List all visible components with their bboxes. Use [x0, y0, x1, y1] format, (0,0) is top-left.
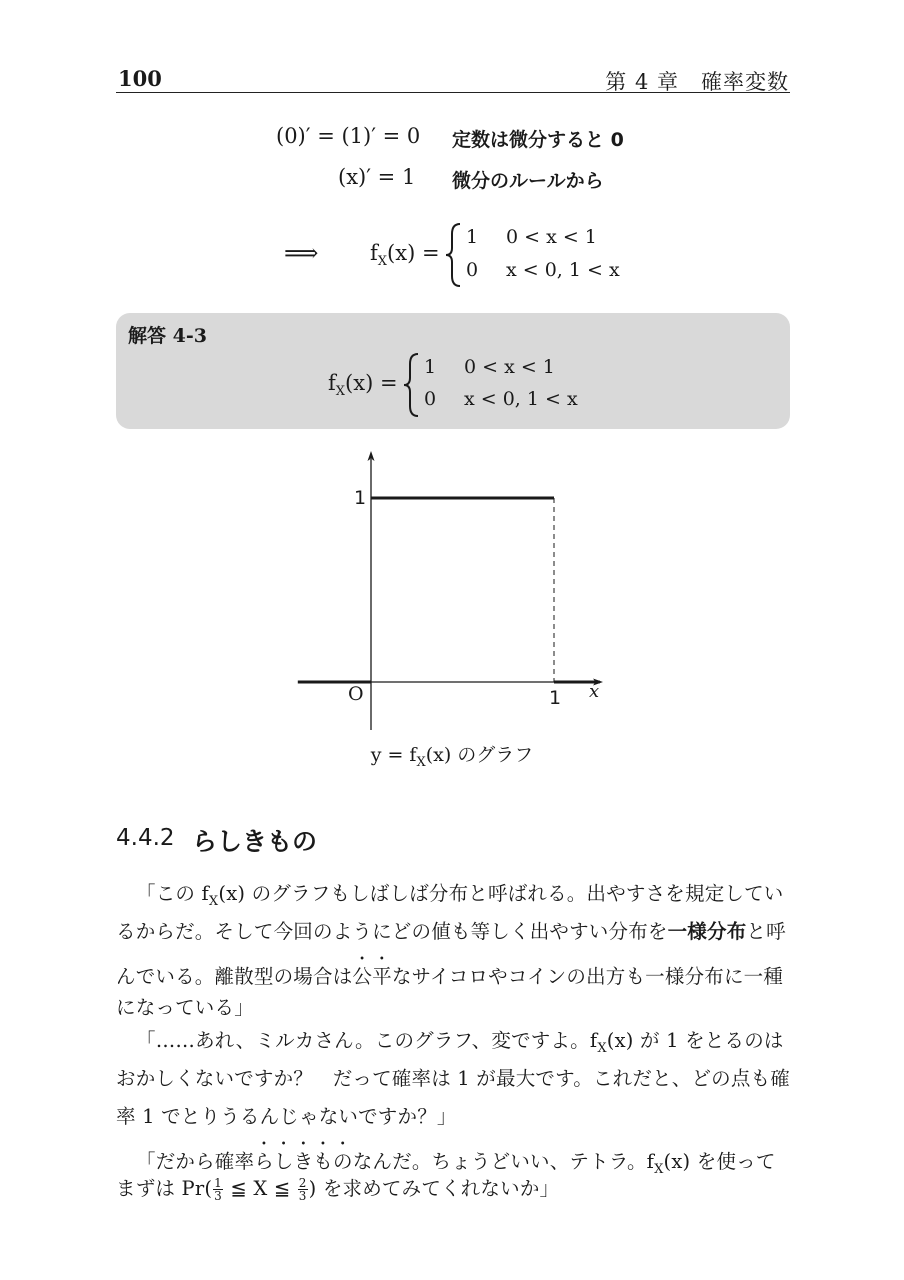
case-1-value: 1 — [466, 226, 479, 248]
equation-1-math: (0)′ = (1)′ = 0 — [276, 124, 421, 148]
equation-row-1 — [276, 124, 420, 148]
paragraph-2-line-3: 率 1 でとりうるんじゃないですか？」 — [116, 1105, 457, 1128]
case-1-condition: 0 < x < 1 — [506, 226, 597, 248]
paragraph-2-line-1: 「……あれ、ミルカさん。このグラフ、変ですよ。$f_X(x)$ が 1 をとるのは — [136, 1029, 784, 1056]
answer-case-2-value: 0 — [424, 388, 437, 410]
paragraph-3-line-1: 「だから確率らしきものなんだ。ちょうどいい、テトラ。$f_X(x)$ を使って — [136, 1150, 776, 1177]
answer-case-1-value: 1 — [424, 356, 437, 378]
fraction-one-third: $\frac{1}{3}$ — [214, 1176, 222, 1203]
paragraph-1-line-3: んでいる。離散型の場合は公平なサイコロやコインの出方も一様分布に一種 — [116, 965, 784, 988]
origin-label: O — [348, 683, 364, 705]
lhs-argument: (x) = — [345, 371, 398, 395]
emphasized-fair: 公平 — [352, 965, 392, 988]
subscript-x: X — [335, 384, 346, 399]
left-brace-icon — [402, 352, 422, 418]
header-rule — [116, 92, 790, 93]
equation-1-note-text: 定数は微分すると 0 — [452, 129, 624, 151]
case-2-value: 0 — [466, 259, 479, 281]
f-symbol: f — [370, 241, 378, 265]
y-tick-label: 1 — [354, 487, 367, 509]
emphasized-likely-thing: らしきもの — [254, 1150, 353, 1173]
case-2-condition: x < 0, 1 < x — [506, 259, 620, 281]
equation-2-math: (x)′ = 1 — [338, 165, 416, 189]
x-tick-label: 1 — [549, 687, 562, 709]
caption-post: (x) のグラフ — [425, 744, 534, 766]
fraction-two-thirds: $\frac{2}{3}$ — [298, 1176, 307, 1203]
paragraph-1-line-2: るからだ。そして今回のようにどの値も等しく出やすい分布を一様分布と呼 — [116, 920, 786, 943]
paragraph-3-line-2: まずは Pr( $\frac{1}{3}$ ≦ X ≦ $\frac{2}{3}$ ) を求めてみてくれないか」 — [116, 1176, 560, 1203]
section-title: らしきもの — [192, 827, 318, 856]
answer-case-2-condition: x < 0, 1 < x — [464, 388, 578, 410]
equation-1-note — [452, 125, 624, 152]
page-number: 100 — [118, 66, 162, 91]
section-number: 4.4.2 — [116, 825, 175, 851]
x-axis-label: x — [589, 681, 600, 702]
derivation-lhs — [370, 241, 440, 269]
paragraph-1-line-4: になっている」 — [116, 996, 254, 1019]
caption-subscript: X — [416, 755, 426, 770]
caption-pre: y = f — [370, 744, 417, 766]
implies-arrow: ⟹ — [284, 239, 319, 267]
answer-title: 解答 4-3 — [128, 325, 207, 347]
graph-caption — [0, 740, 904, 770]
equation-row-2 — [338, 165, 415, 189]
paragraph-2-line-2: おかしくないですか？ だって確率は 1 が最大です。これだと、どの点も確 — [116, 1067, 790, 1090]
subscript-x: X — [377, 254, 388, 269]
equation-2-note — [452, 166, 604, 193]
lhs-argument: (x) = — [387, 241, 440, 265]
f-symbol: f — [328, 371, 336, 395]
equation-2-note-text: 微分のルールから — [452, 170, 604, 192]
density-graph — [290, 445, 610, 735]
paragraph-1-line-1: 「この $f_X(x)$ のグラフもしばしば分布と呼ばれる。出やすさを規定してい — [136, 882, 784, 909]
answer-box — [116, 313, 790, 429]
left-brace-icon — [444, 222, 464, 288]
answer-lhs — [328, 371, 398, 399]
answer-case-1-condition: 0 < x < 1 — [464, 356, 555, 378]
chapter-title: 第 4 章 確率変数 — [605, 70, 789, 94]
term-uniform-distribution: 一様分布 — [667, 920, 747, 943]
